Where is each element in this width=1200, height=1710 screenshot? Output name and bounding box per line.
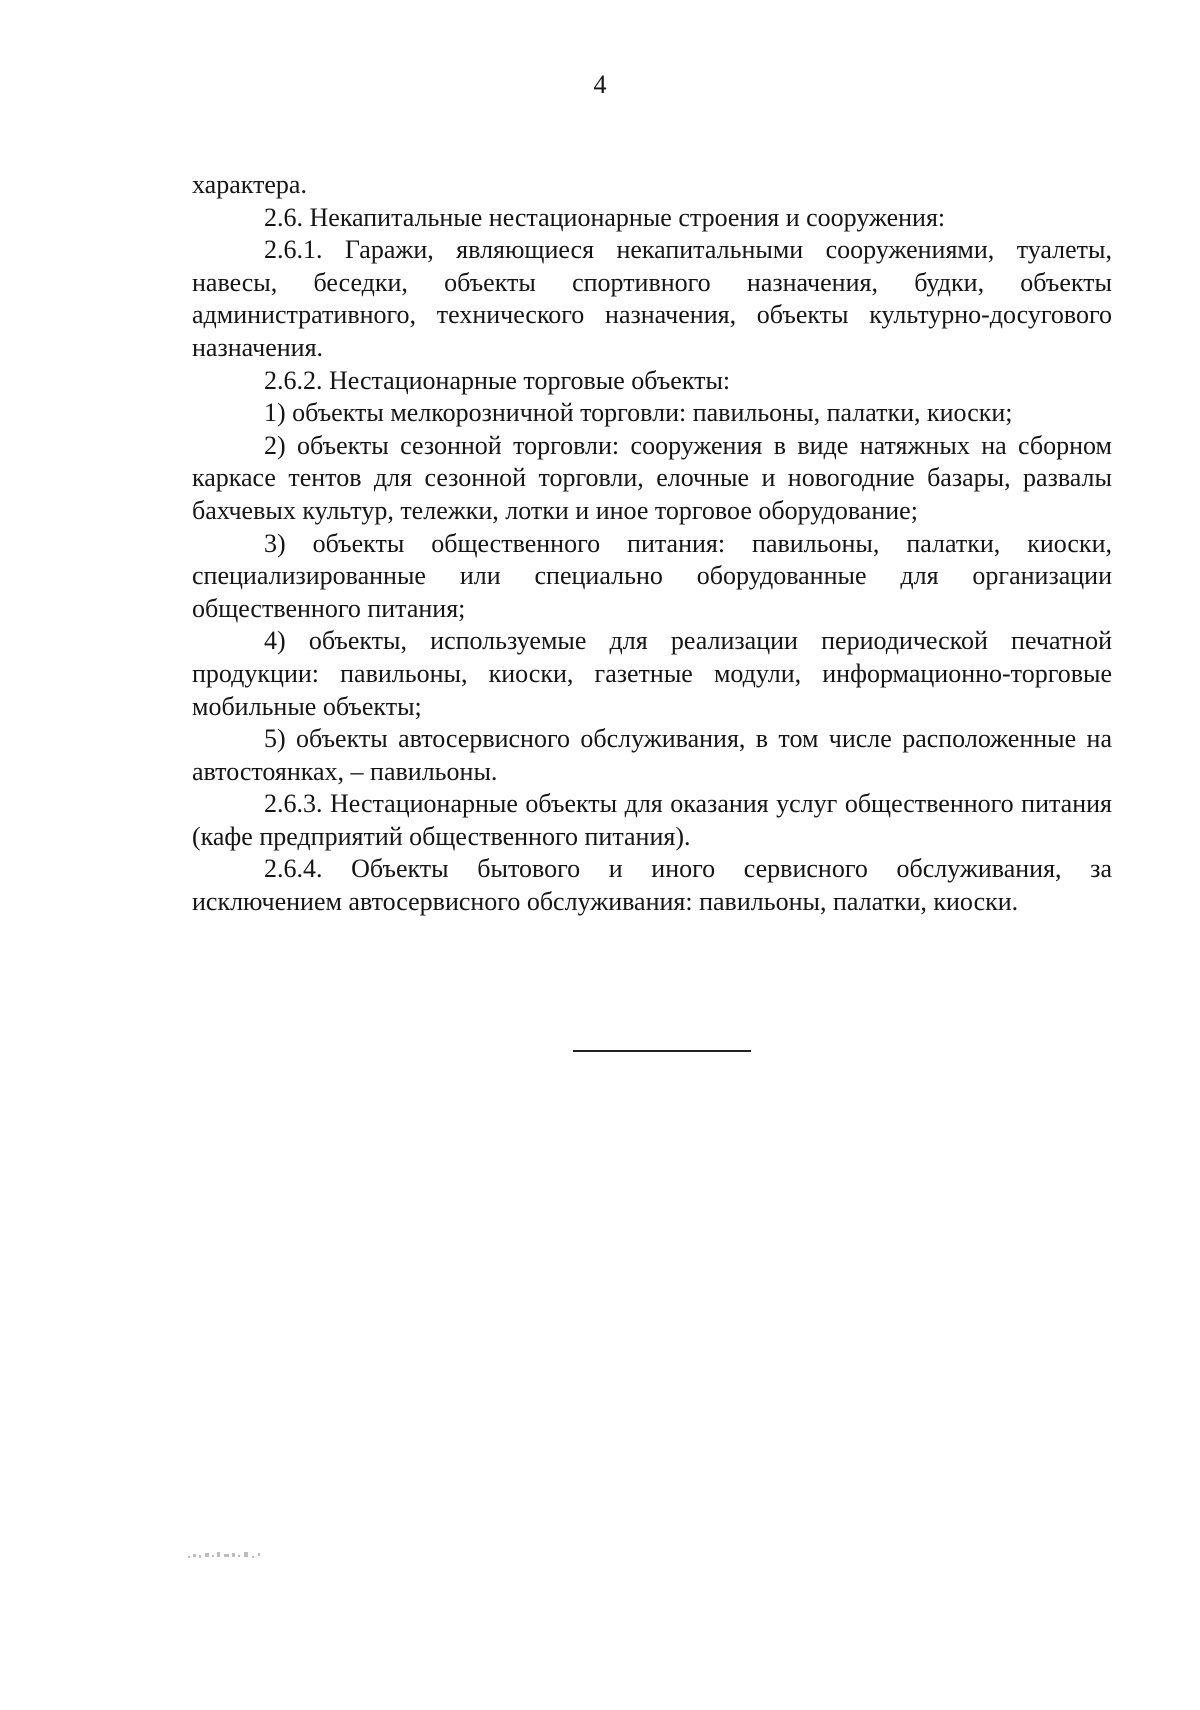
paragraph-2-6-1: 2.6.1. Гаражи, являющиеся некапитальными сооружениями, туалеты, навесы, беседки, объекты спортивного назначения, будки, объекты административного, технического назначения, объекты культурно-досугового назначения.	[192, 235, 1112, 362]
scan-noise-icon	[186, 1548, 286, 1562]
paragraph-2-6-3: 2.6.3. Нестационарные объекты для оказания услуг общественного питания (кафе предприятий общественного питания).	[192, 789, 1112, 851]
paragraph-continuation: характера.	[192, 170, 307, 199]
list-item-2: 2) объекты сезонной торговли: сооружения в виде натяжных на сборном каркасе тентов для сезонной торговли, елочные и новогодние базары, развалы бахчевых культур, тележки, лотки и иное торговое оборудование;	[192, 430, 1112, 525]
paragraph-2-6: 2.6. Некапитальные нестационарные строения и сооружения:	[264, 202, 946, 232]
list-item-3: 3) объекты общественного питания: павильоны, палатки, киоски, специализированные или специально оборудованные для организации общественного питания;	[192, 528, 1112, 623]
list-item-5: 5) объекты автосервисного обслуживания, в том числе расположенные на автостоянках, – павильоны.	[192, 724, 1112, 786]
list-item-1: 1) объекты мелкорозничной торговли: павильоны, палатки, киоски;	[264, 398, 1013, 428]
list-item-4: 4) объекты, используемые для реализации периодической печатной продукции: павильоны, киоски, газетные модули, информационно-торговые мобильные объекты;	[192, 626, 1112, 721]
paragraph-2-6-2: 2.6.2. Нестационарные торговые объекты:	[264, 365, 731, 395]
end-of-document-rule	[573, 1050, 751, 1052]
page-number: 4	[593, 70, 607, 99]
document-body	[192, 169, 1112, 919]
paragraph-2-6-4: 2.6.4. Объекты бытового и иного сервисного обслуживания, за исключением автосервисного обслуживания: павильоны, палатки, киоски.	[192, 854, 1112, 917]
scan-noise-mark	[186, 1548, 286, 1566]
